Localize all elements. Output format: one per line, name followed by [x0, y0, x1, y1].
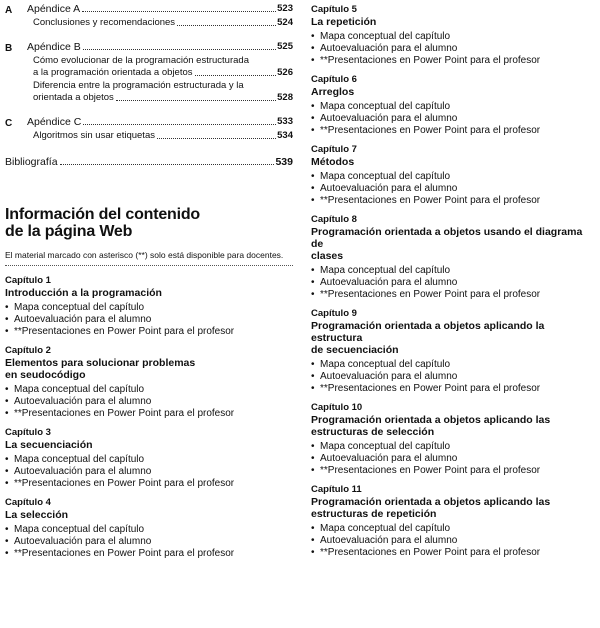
- web-title-line2: de la página Web: [5, 223, 133, 240]
- chapter-resource-list: [5, 384, 293, 420]
- bullet-icon: •: [311, 265, 315, 276]
- bullet-icon: •: [311, 125, 315, 136]
- toc-entry-diferencia[interactable]: [33, 80, 293, 104]
- resource-presentaciones[interactable]: [311, 547, 597, 559]
- chapter-6: [311, 74, 597, 137]
- resource-autoevaluacion[interactable]: [5, 466, 293, 478]
- toc-entry-title: Apéndice B: [27, 41, 81, 53]
- bullet-icon: •: [311, 183, 315, 194]
- toc-entry-conclusiones[interactable]: [33, 17, 293, 29]
- chapter-title: [311, 226, 597, 262]
- chapter-resource-list: [5, 302, 293, 338]
- bullet-icon: •: [311, 359, 315, 370]
- resource-presentaciones[interactable]: [5, 478, 293, 490]
- resource-label: **Presentaciones en Power Point para el profesor: [14, 478, 235, 489]
- chapter-title-line2: estructuras de selección: [311, 426, 435, 438]
- toc-entry-title: Conclusiones y recomendaciones: [33, 17, 176, 28]
- resource-label: Mapa conceptual del capítulo: [14, 524, 145, 535]
- resource-autoevaluacion[interactable]: [5, 396, 293, 408]
- resource-label: **Presentaciones en Power Point para el profesor: [14, 408, 235, 419]
- bullet-icon: •: [5, 326, 9, 337]
- resource-presentaciones[interactable]: [311, 55, 597, 67]
- resource-label: Autoevaluación para el alumno: [320, 277, 458, 288]
- dot-leader: [82, 11, 276, 12]
- toc-entry-title: Apéndice A: [27, 3, 81, 15]
- web-section-note: El material marcado con asterisco (**) solo está disponible para docentes.: [5, 250, 293, 266]
- chapter-resource-list: [311, 441, 597, 477]
- chapter-2: [5, 345, 293, 420]
- chapter-resource-list: [311, 359, 597, 395]
- resource-presentaciones[interactable]: [5, 408, 293, 420]
- resource-label: **Presentaciones en Power Point para el profesor: [320, 289, 541, 300]
- chapter-4: [5, 497, 293, 560]
- toc-entry-title-line1: Diferencia entre la programación estructurada y la: [33, 80, 244, 91]
- bullet-icon: •: [311, 31, 315, 42]
- chapter-title: Introducción a la programación: [5, 287, 162, 299]
- toc-entry-appendix-c[interactable]: [27, 116, 293, 128]
- resource-autoevaluacion[interactable]: [311, 277, 597, 289]
- resource-mapa-conceptual[interactable]: [311, 101, 597, 113]
- toc-entry-bibliografia[interactable]: [5, 156, 293, 168]
- toc-group-c: [5, 116, 293, 142]
- chapter-title-line1: Programación orientada a objetos aplicando las: [311, 414, 551, 426]
- bullet-icon: •: [5, 524, 9, 535]
- dot-leader: [177, 25, 276, 26]
- resource-label: Autoevaluación para el alumno: [320, 113, 458, 124]
- resource-autoevaluacion[interactable]: [311, 453, 597, 465]
- toc-group-b: [5, 41, 293, 104]
- resource-label: Autoevaluación para el alumno: [320, 535, 458, 546]
- resource-label: Autoevaluación para el alumno: [14, 466, 152, 477]
- resource-presentaciones[interactable]: [311, 465, 597, 477]
- dot-leader: [195, 75, 277, 76]
- toc-page-number: 525: [277, 41, 293, 52]
- chapter-resource-list: [311, 101, 597, 137]
- chapter-title-line1: Programación orientada a objetos usando el diagrama de: [311, 226, 583, 250]
- resource-mapa-conceptual[interactable]: [311, 265, 597, 277]
- resource-label: **Presentaciones en Power Point para el profesor: [14, 326, 235, 337]
- chapter-label: Capítulo 10: [311, 402, 363, 413]
- resource-label: Autoevaluación para el alumno: [320, 43, 458, 54]
- toc-entry-appendix-a[interactable]: [27, 3, 293, 15]
- chapter-label: Capítulo 4: [5, 497, 51, 508]
- bullet-icon: •: [5, 384, 9, 395]
- bullet-icon: •: [5, 536, 9, 547]
- resource-mapa-conceptual[interactable]: [5, 302, 293, 314]
- resource-label: Mapa conceptual del capítulo: [320, 441, 451, 452]
- resource-autoevaluacion[interactable]: [311, 535, 597, 547]
- bullet-icon: •: [311, 453, 315, 464]
- resource-label: Mapa conceptual del capítulo: [320, 171, 451, 182]
- chapter-label: Capítulo 2: [5, 345, 51, 356]
- resource-presentaciones[interactable]: [311, 195, 597, 207]
- chapter-resource-list: [311, 31, 597, 67]
- chapter-5: [311, 4, 597, 67]
- toc-group-a: [5, 3, 293, 29]
- toc-entry-title-line1: Cómo evolucionar de la programación estructurada: [33, 55, 249, 66]
- resource-autoevaluacion[interactable]: [311, 371, 597, 383]
- toc-entry-algoritmos[interactable]: [33, 130, 293, 142]
- chapter-title: La secuenciación: [5, 439, 93, 451]
- dot-leader: [83, 49, 276, 50]
- bullet-icon: •: [5, 454, 9, 465]
- bullet-icon: •: [311, 547, 315, 558]
- chapter-10: [311, 402, 597, 477]
- resource-label: Mapa conceptual del capítulo: [14, 454, 145, 465]
- chapter-title: Métodos: [311, 156, 355, 168]
- bullet-icon: •: [5, 466, 9, 477]
- toc-entry-title: Algoritmos sin usar etiquetas: [33, 130, 155, 141]
- bullet-icon: •: [5, 314, 9, 325]
- left-column: [5, 0, 293, 567]
- resource-mapa-conceptual[interactable]: [311, 441, 597, 453]
- toc-page-number: 526: [277, 67, 293, 78]
- chapter-resource-list: [311, 171, 597, 207]
- resource-label: Autoevaluación para el alumno: [14, 314, 152, 325]
- toc-letter: C: [5, 118, 13, 129]
- dot-leader: [60, 164, 275, 165]
- bullet-icon: •: [311, 371, 315, 382]
- resource-mapa-conceptual[interactable]: [5, 454, 293, 466]
- bullet-icon: •: [311, 195, 315, 206]
- resource-label: Autoevaluación para el alumno: [320, 183, 458, 194]
- resource-label: **Presentaciones en Power Point para el profesor: [320, 547, 541, 558]
- resource-autoevaluacion[interactable]: [311, 183, 597, 195]
- chapter-label: Capítulo 7: [311, 144, 357, 155]
- chapter-title-line2: clases: [311, 250, 344, 262]
- chapter-resource-list: [311, 523, 597, 559]
- chapter-label: Capítulo 8: [311, 214, 357, 225]
- resource-label: Mapa conceptual del capítulo: [320, 31, 451, 42]
- toc-page-number: 523: [277, 3, 293, 14]
- chapter-resource-list: [5, 524, 293, 560]
- resource-label: **Presentaciones en Power Point para el profesor: [14, 548, 235, 559]
- resource-presentaciones[interactable]: [5, 326, 293, 338]
- chapter-9: [311, 308, 597, 395]
- resource-label: Mapa conceptual del capítulo: [14, 384, 145, 395]
- chapter-1: [5, 275, 293, 338]
- chapter-title-line1: Elementos para solucionar problemas: [5, 357, 196, 369]
- bullet-icon: •: [311, 277, 315, 288]
- chapter-label: Capítulo 11: [311, 484, 362, 495]
- resource-label: **Presentaciones en Power Point para el profesor: [320, 383, 541, 394]
- toc-entry-title-line2: orientada a objetos: [33, 92, 114, 103]
- dot-leader: [83, 124, 276, 125]
- toc-page-number: 534: [277, 130, 293, 141]
- chapter-title-line2: en seudocódigo: [5, 369, 86, 381]
- toc-page-number: 533: [277, 116, 293, 127]
- chapter-title-line1: Programación orientada a objetos aplicando la estructura: [311, 320, 545, 344]
- resource-autoevaluacion[interactable]: [311, 43, 597, 55]
- chapter-resource-list: [311, 265, 597, 301]
- toc-entry-title: Apéndice C: [27, 116, 82, 128]
- dot-leader: [116, 100, 276, 101]
- resource-mapa-conceptual[interactable]: [311, 359, 597, 371]
- resource-label: Autoevaluación para el alumno: [320, 371, 458, 382]
- chapter-title: [311, 496, 597, 520]
- resource-label: Autoevaluación para el alumno: [14, 396, 152, 407]
- chapter-title: Arreglos: [311, 86, 355, 98]
- chapter-3: [5, 427, 293, 490]
- bullet-icon: •: [311, 289, 315, 300]
- resource-label: Mapa conceptual del capítulo: [320, 359, 451, 370]
- resource-mapa-conceptual[interactable]: [311, 171, 597, 183]
- resource-label: **Presentaciones en Power Point para el profesor: [320, 55, 541, 66]
- bullet-icon: •: [311, 383, 315, 394]
- chapter-title: La repetición: [311, 16, 377, 28]
- bullet-icon: •: [311, 43, 315, 54]
- resource-mapa-conceptual[interactable]: [5, 384, 293, 396]
- resource-presentaciones[interactable]: [311, 125, 597, 137]
- resource-mapa-conceptual[interactable]: [5, 524, 293, 536]
- toc-letter: A: [5, 5, 13, 16]
- toc-letter: B: [5, 43, 13, 54]
- chapter-label: Capítulo 9: [311, 308, 357, 319]
- resource-label: Autoevaluación para el alumno: [14, 536, 152, 547]
- bullet-icon: •: [5, 408, 9, 419]
- chapter-8: [311, 214, 597, 301]
- bullet-icon: •: [311, 113, 315, 124]
- right-column: [311, 4, 597, 566]
- chapter-resource-list: [5, 454, 293, 490]
- chapter-label: Capítulo 5: [311, 4, 357, 15]
- chapter-label: Capítulo 1: [5, 275, 51, 286]
- resource-presentaciones[interactable]: [5, 548, 293, 560]
- bullet-icon: •: [311, 55, 315, 66]
- chapter-title-line2: estructuras de repetición: [311, 508, 437, 520]
- web-title-line1: Información del contenido: [5, 206, 201, 223]
- toc-page-number: 528: [277, 92, 293, 103]
- bullet-icon: •: [311, 523, 315, 534]
- chapter-title-line1: Programación orientada a objetos aplicando las: [311, 496, 551, 508]
- bullet-icon: •: [311, 535, 315, 546]
- toc-page-number: 524: [277, 17, 293, 28]
- resource-label: Mapa conceptual del capítulo: [14, 302, 145, 313]
- chapter-title: [311, 414, 597, 438]
- resource-mapa-conceptual[interactable]: [311, 523, 597, 535]
- chapter-11: [311, 484, 597, 559]
- web-section-title: [5, 206, 293, 240]
- toc-entry-evolucionar[interactable]: [33, 55, 293, 79]
- chapter-title: [5, 357, 293, 381]
- chapter-title: La selección: [5, 509, 69, 521]
- bullet-icon: •: [311, 101, 315, 112]
- toc-entry-appendix-b[interactable]: [27, 41, 293, 53]
- bullet-icon: •: [5, 548, 9, 559]
- toc-entry-title: Bibliografía: [5, 156, 58, 168]
- resource-autoevaluacion[interactable]: [5, 314, 293, 326]
- resource-autoevaluacion[interactable]: [5, 536, 293, 548]
- bullet-icon: •: [311, 441, 315, 452]
- chapter-title-line2: de secuenciación: [311, 344, 399, 356]
- bullet-icon: •: [5, 478, 9, 489]
- resource-presentaciones[interactable]: [311, 289, 597, 301]
- resource-mapa-conceptual[interactable]: [311, 31, 597, 43]
- chapter-title: [311, 320, 597, 356]
- resource-label: Autoevaluación para el alumno: [320, 453, 458, 464]
- toc-entry-title-line2: a la programación orientada a objetos: [33, 67, 193, 78]
- toc-page-number: 539: [275, 156, 293, 168]
- resource-label: Mapa conceptual del capítulo: [320, 523, 451, 534]
- chapter-label: Capítulo 6: [311, 74, 357, 85]
- chapter-label: Capítulo 3: [5, 427, 51, 438]
- resource-label: **Presentaciones en Power Point para el profesor: [320, 465, 541, 476]
- bullet-icon: •: [5, 302, 9, 313]
- dot-leader: [157, 138, 276, 139]
- resource-presentaciones[interactable]: [311, 383, 597, 395]
- bullet-icon: •: [5, 396, 9, 407]
- chapter-7: [311, 144, 597, 207]
- resource-label: Mapa conceptual del capítulo: [320, 265, 451, 276]
- resource-label: **Presentaciones en Power Point para el profesor: [320, 125, 541, 136]
- resource-label: **Presentaciones en Power Point para el profesor: [320, 195, 541, 206]
- bullet-icon: •: [311, 171, 315, 182]
- bullet-icon: •: [311, 465, 315, 476]
- resource-label: Mapa conceptual del capítulo: [320, 101, 451, 112]
- resource-autoevaluacion[interactable]: [311, 113, 597, 125]
